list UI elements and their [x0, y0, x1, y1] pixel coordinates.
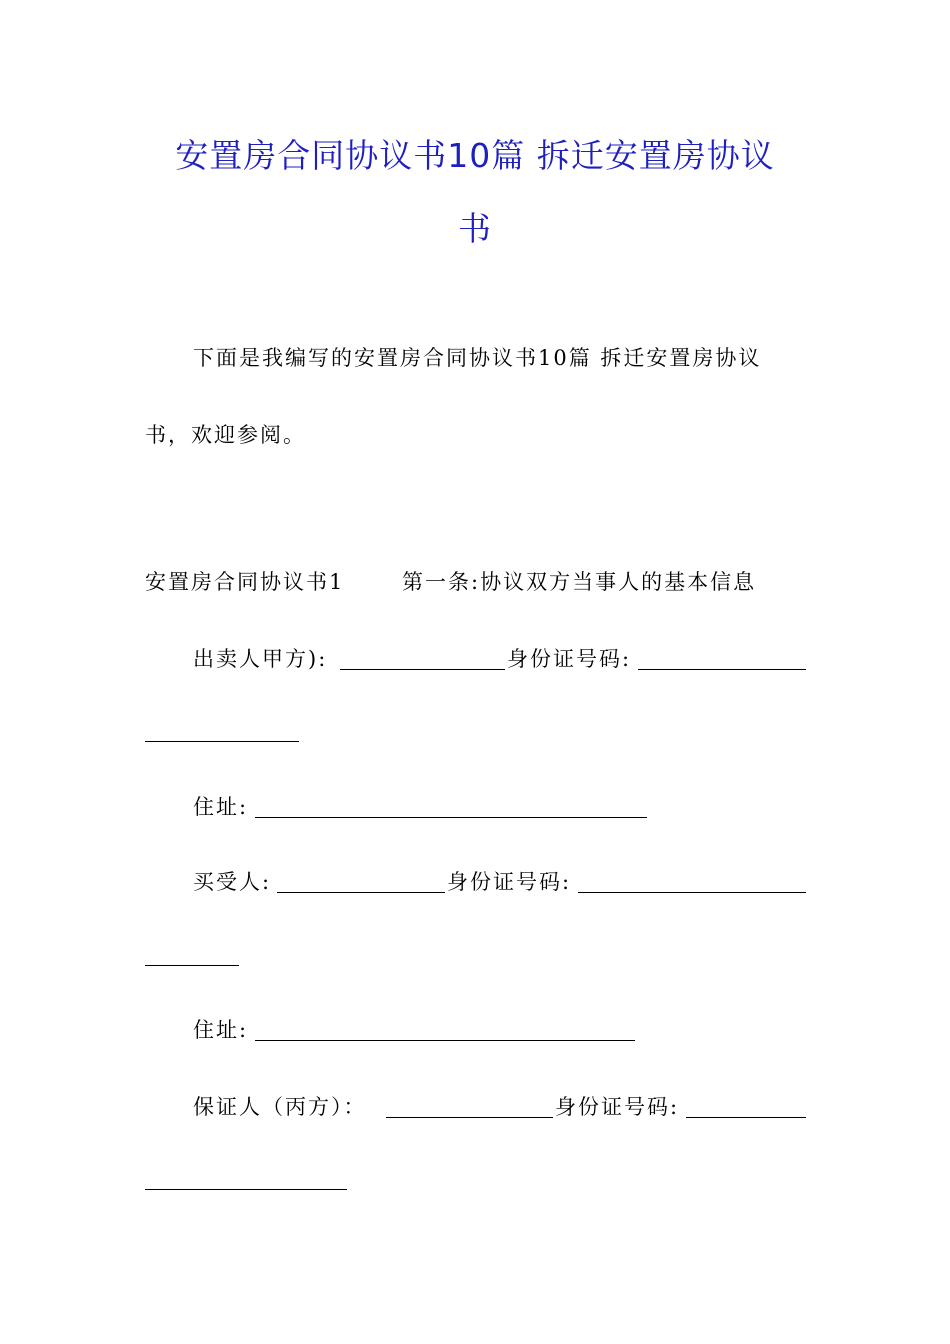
document-title-line-2: 书: [458, 209, 492, 248]
buyer-address-blank: [255, 1040, 635, 1041]
buyer-id-blank: [578, 892, 806, 893]
intro-paragraph-line-2: 书，欢迎参阅。: [145, 423, 306, 447]
seller-id-blank-continued: [145, 741, 299, 742]
guarantor-id-blank-continued: [145, 1189, 347, 1190]
guarantor-id-blank: [686, 1117, 806, 1118]
guarantor-id-label: 身份证号码:: [555, 1095, 680, 1119]
guarantor-name-blank: [386, 1117, 553, 1118]
document-title-line-1: 安置房合同协议书10篇 拆迁安置房协议: [175, 136, 775, 175]
guarantor-label: 保证人（丙方）：: [193, 1095, 367, 1119]
seller-id-blank: [638, 669, 806, 670]
seller-id-label: 身份证号码:: [507, 647, 632, 671]
buyer-name-blank: [277, 892, 445, 893]
seller-name-blank: [340, 669, 505, 670]
seller-address-label: 住址:: [193, 795, 249, 819]
buyer-label: 买受人:: [193, 870, 272, 894]
buyer-id-blank-continued: [145, 965, 239, 966]
buyer-id-label: 身份证号码:: [447, 870, 572, 894]
clause-heading: 第一条:协议双方当事人的基本信息: [402, 570, 757, 594]
seller-address-blank: [255, 817, 647, 818]
section-heading: 安置房合同协议书1: [145, 570, 345, 594]
seller-label: 出卖人甲方):: [193, 647, 328, 671]
buyer-address-label: 住址:: [193, 1018, 249, 1042]
intro-paragraph-line-1: 下面是我编写的安置房合同协议书10篇 拆迁安置房协议: [193, 346, 762, 370]
